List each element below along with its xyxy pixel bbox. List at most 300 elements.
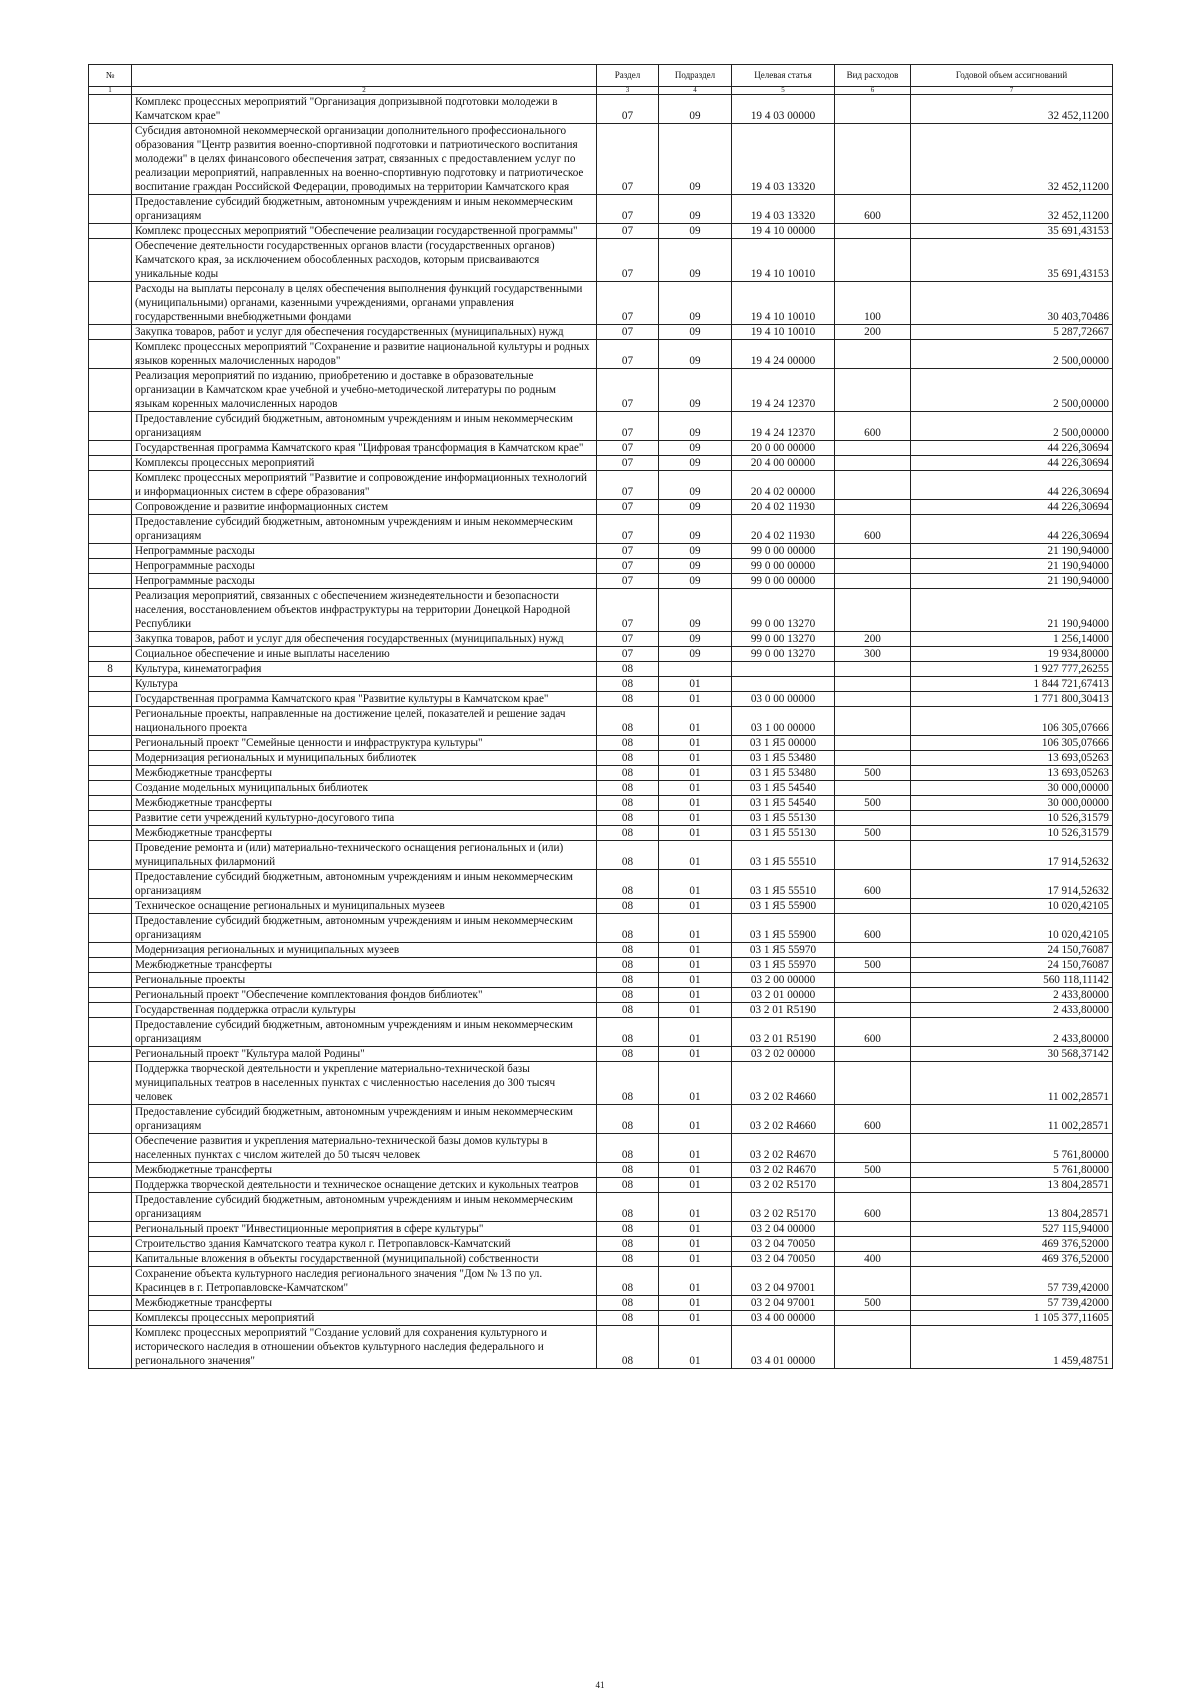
- column-index: 7: [911, 87, 1113, 95]
- row-number: [89, 471, 132, 500]
- row-target-code: 03 2 02 R4660: [732, 1105, 835, 1134]
- column-index: 5: [732, 87, 835, 95]
- row-subsection: 01: [659, 826, 732, 841]
- row-target-code: 03 2 01 R5190: [732, 1018, 835, 1047]
- row-section: 07: [597, 195, 659, 224]
- row-amount: 106 305,07666: [911, 736, 1113, 751]
- row-amount: 5 287,72667: [911, 325, 1113, 340]
- row-number: [89, 574, 132, 589]
- row-name: Сохранение объекта культурного наследия регионального значения "Дом № 13 по ул. Красинцев в г. Петропавловске-Камчатском": [132, 1267, 597, 1296]
- row-amount: 30 000,00000: [911, 796, 1113, 811]
- row-name: Субсидия автономной некоммерческой организации дополнительного профессионального образования "Центр развития военно-спортивной подготовки и патриотического воспитания молодежи" в целях финансового обеспечения затрат, связанных с предоставлением услуг по реализации мероприятий, направленных на военно-спортивную подготовку и патриотическое воспитание граждан Российской Федерации, проводимых на территории Камчатского края: [132, 124, 597, 195]
- row-subsection: 09: [659, 589, 732, 632]
- row-number: [89, 95, 132, 124]
- row-name: Региональный проект "Семейные ценности и инфраструктура культуры": [132, 736, 597, 751]
- row-amount: 44 226,30694: [911, 515, 1113, 544]
- row-expense-type: [835, 369, 911, 412]
- row-amount: 32 452,11200: [911, 195, 1113, 224]
- row-target-code: 03 2 02 R4670: [732, 1134, 835, 1163]
- row-name: Предоставление субсидий бюджетным, автономным учреждениям и иным некоммерческим организациям: [132, 515, 597, 544]
- row-target-code: 19 4 24 12370: [732, 369, 835, 412]
- row-target-code: 03 2 02 R4660: [732, 1062, 835, 1105]
- row-section: 07: [597, 239, 659, 282]
- table-row: [89, 914, 1113, 943]
- table-row: [89, 500, 1113, 515]
- row-expense-type: 200: [835, 632, 911, 647]
- row-number: [89, 1105, 132, 1134]
- column-index-row: [89, 87, 1113, 95]
- row-number: [89, 559, 132, 574]
- row-name: Реализация мероприятий по изданию, приобретению и доставке в образовательные организации в Камчатском крае учебной и учебно-методической литературы по родным языкам коренных малочисленных народов: [132, 369, 597, 412]
- row-target-code: 19 4 03 13320: [732, 195, 835, 224]
- row-expense-type: 600: [835, 914, 911, 943]
- row-amount: 2 433,80000: [911, 988, 1113, 1003]
- row-amount: 1 105 377,11605: [911, 1311, 1113, 1326]
- row-amount: 11 002,28571: [911, 1062, 1113, 1105]
- row-subsection: 09: [659, 574, 732, 589]
- row-subsection: [659, 662, 732, 677]
- table-body: [89, 95, 1113, 1369]
- row-number: [89, 826, 132, 841]
- row-amount: 24 150,76087: [911, 943, 1113, 958]
- row-name: Закупка товаров, работ и услуг для обеспечения государственных (муниципальных) нужд: [132, 632, 597, 647]
- header-expense-type: Вид расходов: [835, 65, 911, 87]
- row-section: 07: [597, 589, 659, 632]
- row-number: [89, 544, 132, 559]
- table-row: [89, 95, 1113, 124]
- column-index: 6: [835, 87, 911, 95]
- row-name: Предоставление субсидий бюджетным, автономным учреждениям и иным некоммерческим организациям: [132, 914, 597, 943]
- row-subsection: 01: [659, 943, 732, 958]
- table-row: [89, 958, 1113, 973]
- row-expense-type: [835, 899, 911, 914]
- row-name: Обеспечение деятельности государственных органов власти (государственных органов) Камчатского края, за исключением обособленных расходов, которым присваиваются уникальные коды: [132, 239, 597, 282]
- row-section: 08: [597, 899, 659, 914]
- row-expense-type: [835, 544, 911, 559]
- row-amount: 2 433,80000: [911, 1018, 1113, 1047]
- row-amount: 1 256,14000: [911, 632, 1113, 647]
- row-amount: 1 459,48751: [911, 1326, 1113, 1369]
- row-target-code: 03 2 04 70050: [732, 1237, 835, 1252]
- column-index: 1: [89, 87, 132, 95]
- row-subsection: 09: [659, 647, 732, 662]
- header-amount: Годовой объем ассигнований: [911, 65, 1113, 87]
- row-target-code: 03 1 Я5 53480: [732, 766, 835, 781]
- row-section: 08: [597, 914, 659, 943]
- row-name: Комплекс процессных мероприятий "Организация допризывной подготовки молодежи в Камчатском крае": [132, 95, 597, 124]
- row-name: Поддержка творческой деятельности и техническое оснащение детских и кукольных театров: [132, 1178, 597, 1193]
- row-number: [89, 692, 132, 707]
- row-name: Реализация мероприятий, связанных с обеспечением жизнедеятельности и безопасности населения, восстановлением объектов инфраструктуры на территории Донецкой Народной Республики: [132, 589, 597, 632]
- row-amount: 17 914,52632: [911, 870, 1113, 899]
- row-target-code: 03 2 04 97001: [732, 1267, 835, 1296]
- row-section: 08: [597, 1296, 659, 1311]
- row-name: Поддержка творческой деятельности и укрепление материально-технической базы муниципальных театров в населенных пунктах с численностью населения до 300 тысяч человек: [132, 1062, 597, 1105]
- row-amount: 30 403,70486: [911, 282, 1113, 325]
- row-expense-type: [835, 736, 911, 751]
- row-section: 07: [597, 282, 659, 325]
- row-subsection: 09: [659, 412, 732, 441]
- row-number: [89, 224, 132, 239]
- row-expense-type: [835, 973, 911, 988]
- row-amount: 21 190,94000: [911, 544, 1113, 559]
- row-expense-type: 600: [835, 515, 911, 544]
- table-row: [89, 1237, 1113, 1252]
- row-section: 08: [597, 1267, 659, 1296]
- row-section: 07: [597, 369, 659, 412]
- row-name: Создание модельных муниципальных библиотек: [132, 781, 597, 796]
- row-number: [89, 943, 132, 958]
- row-name: Межбюджетные трансферты: [132, 1163, 597, 1178]
- row-section: 07: [597, 124, 659, 195]
- row-section: 07: [597, 544, 659, 559]
- row-subsection: 01: [659, 1047, 732, 1062]
- table-row: [89, 781, 1113, 796]
- row-expense-type: [835, 1178, 911, 1193]
- row-amount: 10 020,42105: [911, 914, 1113, 943]
- table-row: [89, 1134, 1113, 1163]
- row-name: Модернизация региональных и муниципальных библиотек: [132, 751, 597, 766]
- row-name: Комплексы процессных мероприятий: [132, 1311, 597, 1326]
- header-target: Целевая статья: [732, 65, 835, 87]
- table-row: [89, 841, 1113, 870]
- row-target-code: [732, 677, 835, 692]
- row-number: [89, 1003, 132, 1018]
- row-amount: 13 804,28571: [911, 1193, 1113, 1222]
- row-number: [89, 1018, 132, 1047]
- table-row: [89, 369, 1113, 412]
- row-expense-type: [835, 988, 911, 1003]
- row-name: Расходы на выплаты персоналу в целях обеспечения выполнения функций государственными (муниципальными) органами, казенными учреждениями, органами управления государственными внебюджетными фондами: [132, 282, 597, 325]
- row-target-code: 03 1 Я5 53480: [732, 751, 835, 766]
- row-target-code: 19 4 10 10010: [732, 282, 835, 325]
- row-section: 07: [597, 500, 659, 515]
- row-number: [89, 589, 132, 632]
- row-amount: 1 844 721,67413: [911, 677, 1113, 692]
- row-subsection: 01: [659, 692, 732, 707]
- row-section: 08: [597, 826, 659, 841]
- table-row: [89, 1163, 1113, 1178]
- row-number: [89, 1062, 132, 1105]
- row-amount: 469 376,52000: [911, 1252, 1113, 1267]
- row-target-code: 03 2 02 R4670: [732, 1163, 835, 1178]
- row-name: Комплекс процессных мероприятий "Сохранение и развитие национальной культуры и родных языков коренных малочисленных народов": [132, 340, 597, 369]
- row-number: [89, 441, 132, 456]
- row-name: Сопровождение и развитие информационных систем: [132, 500, 597, 515]
- row-target-code: 03 1 Я5 54540: [732, 781, 835, 796]
- row-expense-type: [835, 471, 911, 500]
- row-name: Межбюджетные трансферты: [132, 796, 597, 811]
- row-subsection: 09: [659, 239, 732, 282]
- row-target-code: 03 2 04 00000: [732, 1222, 835, 1237]
- table-row: [89, 811, 1113, 826]
- row-target-code: 99 0 00 00000: [732, 544, 835, 559]
- row-subsection: 01: [659, 1163, 732, 1178]
- row-section: 08: [597, 1018, 659, 1047]
- row-target-code: 19 4 10 10010: [732, 239, 835, 282]
- row-subsection: 09: [659, 559, 732, 574]
- row-section: 07: [597, 340, 659, 369]
- row-section: 08: [597, 1222, 659, 1237]
- row-number: [89, 811, 132, 826]
- row-amount: 44 226,30694: [911, 500, 1113, 515]
- row-target-code: 03 1 Я5 54540: [732, 796, 835, 811]
- row-name: Социальное обеспечение и иные выплаты населению: [132, 647, 597, 662]
- row-expense-type: [835, 841, 911, 870]
- row-target-code: 03 2 02 00000: [732, 1047, 835, 1062]
- row-amount: 2 433,80000: [911, 1003, 1113, 1018]
- row-section: 08: [597, 870, 659, 899]
- row-section: 07: [597, 632, 659, 647]
- row-expense-type: 600: [835, 1105, 911, 1134]
- row-amount: 469 376,52000: [911, 1237, 1113, 1252]
- row-name: Межбюджетные трансферты: [132, 766, 597, 781]
- row-section: 08: [597, 796, 659, 811]
- row-expense-type: [835, 239, 911, 282]
- row-subsection: 01: [659, 781, 732, 796]
- row-target-code: 03 2 04 70050: [732, 1252, 835, 1267]
- header-name: [132, 65, 597, 87]
- table-row: [89, 224, 1113, 239]
- row-number: [89, 1047, 132, 1062]
- row-name: Региональный проект "Культура малой Родины": [132, 1047, 597, 1062]
- row-section: 07: [597, 412, 659, 441]
- row-amount: 1 771 800,30413: [911, 692, 1113, 707]
- row-number: [89, 1326, 132, 1369]
- table-row: [89, 340, 1113, 369]
- row-subsection: 01: [659, 1134, 732, 1163]
- row-target-code: 19 4 10 00000: [732, 224, 835, 239]
- row-amount: 13 804,28571: [911, 1178, 1113, 1193]
- row-target-code: 20 0 00 00000: [732, 441, 835, 456]
- column-index: 4: [659, 87, 732, 95]
- table-row: [89, 751, 1113, 766]
- table-row: [89, 544, 1113, 559]
- row-number: [89, 369, 132, 412]
- row-expense-type: [835, 456, 911, 471]
- row-section: 08: [597, 662, 659, 677]
- row-expense-type: [835, 224, 911, 239]
- table-row: [89, 1178, 1113, 1193]
- row-target-code: 03 4 01 00000: [732, 1326, 835, 1369]
- row-target-code: [732, 662, 835, 677]
- row-number: [89, 958, 132, 973]
- row-amount: 17 914,52632: [911, 841, 1113, 870]
- row-amount: 5 761,80000: [911, 1134, 1113, 1163]
- row-name: Комплекс процессных мероприятий "Развитие и сопровождение информационных технологий и информационных систем в сфере образования": [132, 471, 597, 500]
- row-subsection: 09: [659, 340, 732, 369]
- row-number: [89, 456, 132, 471]
- row-section: 07: [597, 456, 659, 471]
- row-subsection: 01: [659, 1018, 732, 1047]
- row-expense-type: 600: [835, 195, 911, 224]
- table-row: [89, 736, 1113, 751]
- row-expense-type: [835, 811, 911, 826]
- table-row: [89, 1018, 1113, 1047]
- table-row: [89, 647, 1113, 662]
- row-number: [89, 1134, 132, 1163]
- row-section: 07: [597, 325, 659, 340]
- row-subsection: 01: [659, 796, 732, 811]
- table-row: [89, 1003, 1113, 1018]
- row-number: [89, 841, 132, 870]
- row-expense-type: [835, 589, 911, 632]
- row-name: Комплексы процессных мероприятий: [132, 456, 597, 471]
- table-row: [89, 1311, 1113, 1326]
- row-number: [89, 340, 132, 369]
- row-expense-type: [835, 943, 911, 958]
- row-target-code: 20 4 02 00000: [732, 471, 835, 500]
- row-amount: 5 761,80000: [911, 1163, 1113, 1178]
- row-section: 08: [597, 1134, 659, 1163]
- row-number: [89, 1222, 132, 1237]
- header-section: Раздел: [597, 65, 659, 87]
- column-index: 2: [132, 87, 597, 95]
- row-amount: 10 526,31579: [911, 826, 1113, 841]
- row-expense-type: 500: [835, 766, 911, 781]
- row-number: [89, 973, 132, 988]
- row-number: [89, 914, 132, 943]
- row-target-code: 03 1 Я5 55970: [732, 958, 835, 973]
- row-subsection: 09: [659, 369, 732, 412]
- row-target-code: 03 1 00 00000: [732, 707, 835, 736]
- table-row: [89, 1326, 1113, 1369]
- row-expense-type: 400: [835, 1252, 911, 1267]
- row-expense-type: 500: [835, 826, 911, 841]
- row-target-code: 19 4 24 00000: [732, 340, 835, 369]
- row-target-code: 03 1 Я5 55510: [732, 841, 835, 870]
- row-name: Непрограммные расходы: [132, 544, 597, 559]
- row-expense-type: [835, 781, 911, 796]
- table-row: [89, 195, 1113, 224]
- table-header-row: [89, 65, 1113, 87]
- row-number: [89, 1252, 132, 1267]
- row-expense-type: 600: [835, 1018, 911, 1047]
- row-subsection: 01: [659, 1178, 732, 1193]
- row-name: Комплекс процессных мероприятий "Создание условий для сохранения культурного и исторического наследия в отношении объектов культурного наследия федерального и регионального значения": [132, 1326, 597, 1369]
- row-subsection: 09: [659, 471, 732, 500]
- row-target-code: 03 2 01 R5190: [732, 1003, 835, 1018]
- row-expense-type: 300: [835, 647, 911, 662]
- row-amount: 10 020,42105: [911, 899, 1113, 914]
- row-subsection: 01: [659, 1237, 732, 1252]
- row-number: [89, 1163, 132, 1178]
- table-row: [89, 441, 1113, 456]
- row-expense-type: 600: [835, 870, 911, 899]
- table-row: [89, 899, 1113, 914]
- row-section: 08: [597, 841, 659, 870]
- row-subsection: 01: [659, 677, 732, 692]
- row-number: [89, 766, 132, 781]
- row-number: [89, 736, 132, 751]
- row-expense-type: [835, 559, 911, 574]
- row-number: [89, 282, 132, 325]
- row-subsection: 01: [659, 1105, 732, 1134]
- row-expense-type: [835, 1326, 911, 1369]
- row-subsection: 01: [659, 1222, 732, 1237]
- row-number: [89, 1193, 132, 1222]
- row-expense-type: 500: [835, 796, 911, 811]
- row-section: 07: [597, 559, 659, 574]
- row-number: [89, 124, 132, 195]
- row-amount: 13 693,05263: [911, 751, 1113, 766]
- row-target-code: 03 0 00 00000: [732, 692, 835, 707]
- row-subsection: 01: [659, 707, 732, 736]
- row-target-code: 19 4 03 00000: [732, 95, 835, 124]
- row-target-code: 03 1 Я5 55130: [732, 811, 835, 826]
- row-expense-type: 600: [835, 1193, 911, 1222]
- row-amount: 21 190,94000: [911, 589, 1113, 632]
- row-target-code: 03 4 00 00000: [732, 1311, 835, 1326]
- row-target-code: 03 1 Я5 55130: [732, 826, 835, 841]
- row-subsection: 09: [659, 632, 732, 647]
- table-row: [89, 1296, 1113, 1311]
- row-section: 07: [597, 647, 659, 662]
- row-name: Государственная программа Камчатского края "Развитие культуры в Камчатском крае": [132, 692, 597, 707]
- row-target-code: 19 4 03 13320: [732, 124, 835, 195]
- row-number: [89, 1178, 132, 1193]
- row-name: Культура, кинематография: [132, 662, 597, 677]
- row-target-code: 03 1 Я5 55510: [732, 870, 835, 899]
- table-row: [89, 1047, 1113, 1062]
- header-num: №: [89, 65, 132, 87]
- row-expense-type: [835, 1134, 911, 1163]
- row-expense-type: [835, 1311, 911, 1326]
- row-number: [89, 899, 132, 914]
- row-name: Предоставление субсидий бюджетным, автономным учреждениям и иным некоммерческим организациям: [132, 412, 597, 441]
- row-subsection: 01: [659, 1326, 732, 1369]
- row-expense-type: [835, 1062, 911, 1105]
- table-row: [89, 471, 1113, 500]
- row-section: 08: [597, 973, 659, 988]
- row-subsection: 01: [659, 899, 732, 914]
- row-amount: 57 739,42000: [911, 1296, 1113, 1311]
- row-name: Межбюджетные трансферты: [132, 826, 597, 841]
- row-amount: 30 568,37142: [911, 1047, 1113, 1062]
- table-row: [89, 239, 1113, 282]
- row-subsection: 09: [659, 224, 732, 239]
- row-section: 08: [597, 736, 659, 751]
- row-section: 08: [597, 1237, 659, 1252]
- row-expense-type: [835, 574, 911, 589]
- row-section: 08: [597, 1047, 659, 1062]
- row-expense-type: [835, 441, 911, 456]
- row-expense-type: [835, 692, 911, 707]
- row-target-code: 99 0 00 00000: [732, 574, 835, 589]
- row-section: 08: [597, 1193, 659, 1222]
- row-amount: 32 452,11200: [911, 124, 1113, 195]
- table-row: [89, 707, 1113, 736]
- row-target-code: 03 1 Я5 00000: [732, 736, 835, 751]
- table-row: [89, 325, 1113, 340]
- row-target-code: 03 2 01 00000: [732, 988, 835, 1003]
- row-subsection: 09: [659, 282, 732, 325]
- table-row: [89, 826, 1113, 841]
- row-amount: 560 118,11142: [911, 973, 1113, 988]
- row-name: Комплекс процессных мероприятий "Обеспечение реализации государственной программы": [132, 224, 597, 239]
- table-row: [89, 1062, 1113, 1105]
- row-amount: 13 693,05263: [911, 766, 1113, 781]
- row-subsection: 09: [659, 95, 732, 124]
- row-subsection: 01: [659, 870, 732, 899]
- row-section: 08: [597, 1062, 659, 1105]
- row-number: [89, 1267, 132, 1296]
- row-subsection: 01: [659, 751, 732, 766]
- row-expense-type: [835, 707, 911, 736]
- row-number: [89, 515, 132, 544]
- row-number: [89, 1311, 132, 1326]
- row-name: Предоставление субсидий бюджетным, автономным учреждениям и иным некоммерческим организациям: [132, 1193, 597, 1222]
